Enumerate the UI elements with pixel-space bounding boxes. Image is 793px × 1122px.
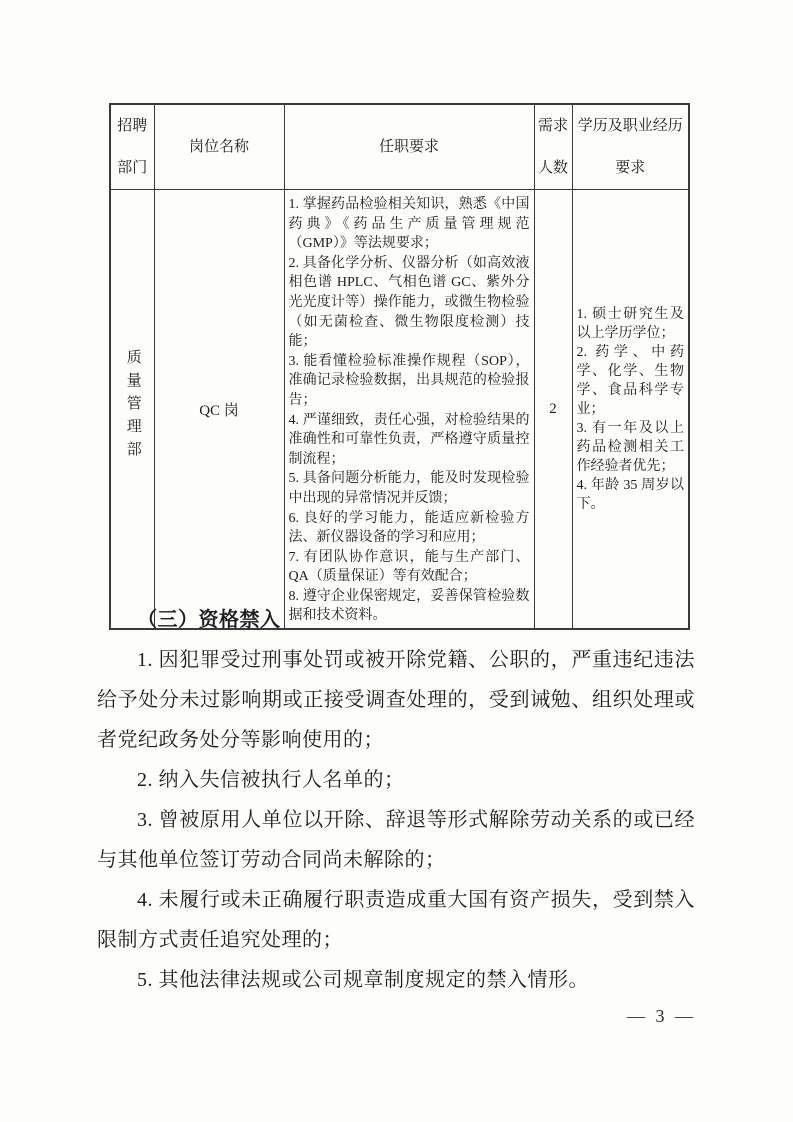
section-heading: （三）资格禁入: [137, 609, 281, 631]
table-header-row: [110, 104, 689, 190]
education-experience-cell: [572, 190, 689, 630]
requirement-item: 2. 具备化学分析、仪器分析（如高效液相色谱 HPLC、气相色谱 GC、紫外分光光度计等）操作能力，或微生物检验（如无菌检查、微生物限度检测）技能；: [288, 255, 530, 350]
paragraph: 5. 其他法律法规或公司规章制度规定的禁入情形。: [137, 969, 589, 991]
requirement-item: 3. 能看懂检验标准操作规程（SOP），准确记录检验数据，出具规范的检验报告；: [288, 353, 530, 408]
col-header-recruiting-department: 招聘部门: [110, 104, 154, 190]
section-body: [97, 600, 695, 1000]
table-row: [110, 190, 689, 630]
paragraph: 1. 因犯罪受过刑事处罚或被开除党籍、公职的，严重违纪违法给予处分未过影响期或正接受调查处理的，受到诫勉、组织处理或者党纪政务处分等影响使用的；: [97, 649, 695, 751]
requirement-item: 7. 有团队协作意识，能与生产部门、QA（质量保证）等有效配合；: [288, 549, 530, 585]
col-header-position-name: 岗位名称: [154, 104, 284, 190]
paragraph: 2. 纳入失信被执行人名单的；: [137, 769, 405, 791]
requirement-item: 6. 良好的学习能力，能适应新检验方法、新仪器设备的学习和应用；: [288, 510, 530, 546]
requirement-item: 4. 严谨细致，责任心强，对检验结果的准确性和可靠性负责，严格遵守质量控制流程；: [288, 412, 530, 467]
col-header-education-experience: 学历及职业经历要求: [572, 104, 689, 190]
requirement-item: 5. 具备问题分析能力，能及时发现检验中出现的异常情况并反馈；: [288, 471, 530, 506]
headcount-value: 2: [534, 190, 572, 630]
col-header-headcount: 需求人数: [534, 104, 572, 190]
paragraph: 3. 曾被原用人单位以开除、辞退等形式解除劳动关系的或已经与其他单位签订劳动合同尚未解除的；: [97, 809, 695, 871]
qualification-item: 3. 有一年及以上药品检测相关工作经验者优先；: [576, 420, 684, 474]
col-header-job-requirements: 任职要求: [284, 104, 534, 190]
recruitment-table: [109, 103, 690, 630]
requirement-item: 8. 遵守企业保密规定，妥善保管检验数据和技术资料。: [288, 588, 530, 624]
qualification-item: 1. 硕士研究生及以上学历学位；: [576, 306, 684, 341]
qualification-item: 4. 年龄 35 周岁以下。: [576, 477, 684, 512]
paragraph: 4. 未履行或未正确履行职责造成重大国有资产损失，受到禁入限制方式责任追究处理的；: [97, 889, 695, 951]
job-requirements-cell: [284, 190, 534, 630]
page-number: — 3 —: [627, 1006, 696, 1026]
department-name: 质量管理部: [124, 349, 141, 465]
department-cell: [110, 190, 154, 630]
position-name: QC 岗: [154, 190, 284, 630]
requirement-item: 1. 掌握药品检验相关知识，熟悉《中国药典》《药品生产质量管理规范（GMP）》等法规要求；: [288, 197, 530, 252]
qualification-item: 2. 药学、中药学、化学、生物学、食品科学专业；: [576, 344, 684, 417]
